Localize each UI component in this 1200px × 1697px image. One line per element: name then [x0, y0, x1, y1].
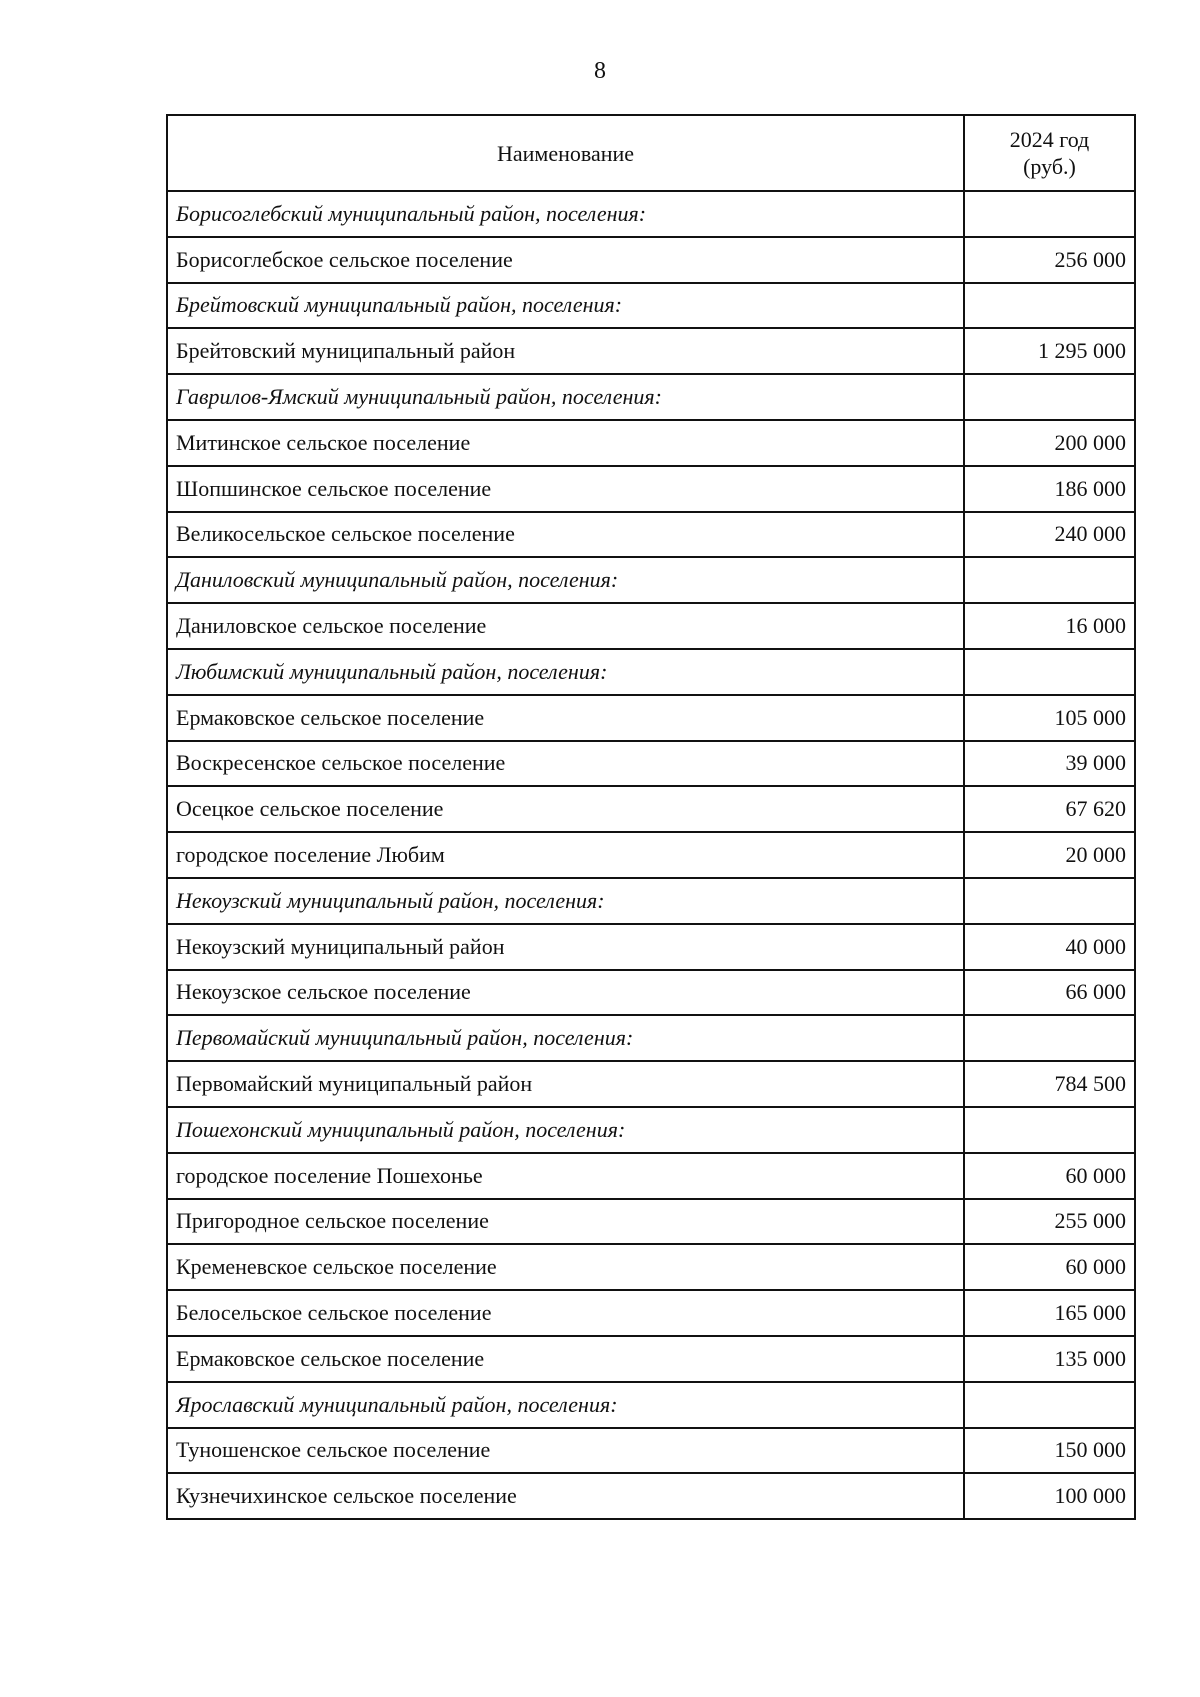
amount-cell: 186 000 [964, 466, 1135, 512]
table-row [167, 970, 1135, 1016]
amount-cell: 1 295 000 [964, 328, 1135, 374]
settlement-name: Борисоглебское сельское поселение [167, 237, 964, 283]
table-row [167, 603, 1135, 649]
page-number: 8 [594, 58, 606, 84]
amount-cell: 66 000 [964, 970, 1135, 1016]
district-group-row [167, 1382, 1135, 1428]
amount-cell [964, 374, 1135, 420]
amount-cell: 105 000 [964, 695, 1135, 741]
amount-cell [964, 557, 1135, 603]
district-group-name: Брейтовский муниципальный район, поселения: [167, 283, 964, 329]
district-group-row [167, 649, 1135, 695]
table-row [167, 1290, 1135, 1336]
district-group-name: Гаврилов-Ямский муниципальный район, поселения: [167, 374, 964, 420]
amount-cell: 240 000 [964, 512, 1135, 558]
amount-cell: 100 000 [964, 1473, 1135, 1519]
settlement-name: Шопшинское сельское поселение [167, 466, 964, 512]
settlement-name: Митинское сельское поселение [167, 420, 964, 466]
settlement-name: Некоузское сельское поселение [167, 970, 964, 1016]
district-group-name: Пошехонский муниципальный район, поселения: [167, 1107, 964, 1153]
table-row [167, 1428, 1135, 1474]
amount-cell [964, 283, 1135, 329]
settlement-name: Ермаковское сельское поселение [167, 1336, 964, 1382]
district-group-row [167, 283, 1135, 329]
table-row [167, 924, 1135, 970]
amount-cell: 16 000 [964, 603, 1135, 649]
table-row [167, 786, 1135, 832]
amount-cell: 40 000 [964, 924, 1135, 970]
settlement-name: Пригородное сельское поселение [167, 1199, 964, 1245]
district-group-row [167, 878, 1135, 924]
table-row [167, 1473, 1135, 1519]
district-group-row [167, 374, 1135, 420]
settlement-name: городское поселение Любим [167, 832, 964, 878]
settlement-name: Первомайский муниципальный район [167, 1061, 964, 1107]
table-row [167, 832, 1135, 878]
table-row [167, 1336, 1135, 1382]
district-group-row [167, 557, 1135, 603]
amount-cell: 20 000 [964, 832, 1135, 878]
settlement-name: Некоузский муниципальный район [167, 924, 964, 970]
amount-cell: 135 000 [964, 1336, 1135, 1382]
settlement-name: Кузнечихинское сельское поселение [167, 1473, 964, 1519]
column-header-value [964, 115, 1135, 191]
amount-cell [964, 1107, 1135, 1153]
settlement-name: городское поселение Пошехонье [167, 1153, 964, 1199]
table-row [167, 237, 1135, 283]
amount-cell: 200 000 [964, 420, 1135, 466]
amount-cell: 165 000 [964, 1290, 1135, 1336]
amount-cell [964, 649, 1135, 695]
amount-cell: 39 000 [964, 741, 1135, 787]
settlement-name: Туношенское сельское поселение [167, 1428, 964, 1474]
amount-cell: 256 000 [964, 237, 1135, 283]
settlement-name: Брейтовский муниципальный район [167, 328, 964, 374]
district-group-name: Первомайский муниципальный район, поселения: [167, 1015, 964, 1061]
table-row [167, 328, 1135, 374]
amount-cell: 150 000 [964, 1428, 1135, 1474]
budget-table [166, 114, 1136, 1520]
column-header-year: 2024 год [1009, 127, 1090, 152]
amount-cell [964, 878, 1135, 924]
amount-cell [964, 191, 1135, 237]
amount-cell [964, 1382, 1135, 1428]
table-row [167, 512, 1135, 558]
table-row [167, 1199, 1135, 1245]
table-row [167, 1061, 1135, 1107]
column-header-unit: (руб.) [1023, 154, 1076, 179]
table-row [167, 420, 1135, 466]
amount-cell: 60 000 [964, 1244, 1135, 1290]
district-group-row [167, 1015, 1135, 1061]
table-row [167, 741, 1135, 787]
settlement-name: Белосельское сельское поселение [167, 1290, 964, 1336]
amount-cell: 784 500 [964, 1061, 1135, 1107]
settlement-name: Даниловское сельское поселение [167, 603, 964, 649]
amount-cell [964, 1015, 1135, 1061]
table-body [167, 191, 1135, 1519]
amount-cell: 67 620 [964, 786, 1135, 832]
settlement-name: Великосельское сельское поселение [167, 512, 964, 558]
district-group-name: Некоузский муниципальный район, поселения: [167, 878, 964, 924]
settlement-name: Воскресенское сельское поселение [167, 741, 964, 787]
settlement-name: Ермаковское сельское поселение [167, 695, 964, 741]
district-group-row [167, 1107, 1135, 1153]
settlement-name: Кременевское сельское поселение [167, 1244, 964, 1290]
table-header-row [167, 115, 1135, 191]
settlement-name: Осецкое сельское поселение [167, 786, 964, 832]
table-row [167, 466, 1135, 512]
district-group-name: Ярославский муниципальный район, поселения: [167, 1382, 964, 1428]
amount-cell: 255 000 [964, 1199, 1135, 1245]
table-row [167, 1153, 1135, 1199]
district-group-row [167, 191, 1135, 237]
district-group-name: Даниловский муниципальный район, поселения: [167, 557, 964, 603]
table-row [167, 695, 1135, 741]
amount-cell: 60 000 [964, 1153, 1135, 1199]
table-row [167, 1244, 1135, 1290]
district-group-name: Любимский муниципальный район, поселения: [167, 649, 964, 695]
district-group-name: Борисоглебский муниципальный район, поселения: [167, 191, 964, 237]
column-header-name: Наименование [167, 115, 964, 191]
table-header [167, 115, 1135, 191]
